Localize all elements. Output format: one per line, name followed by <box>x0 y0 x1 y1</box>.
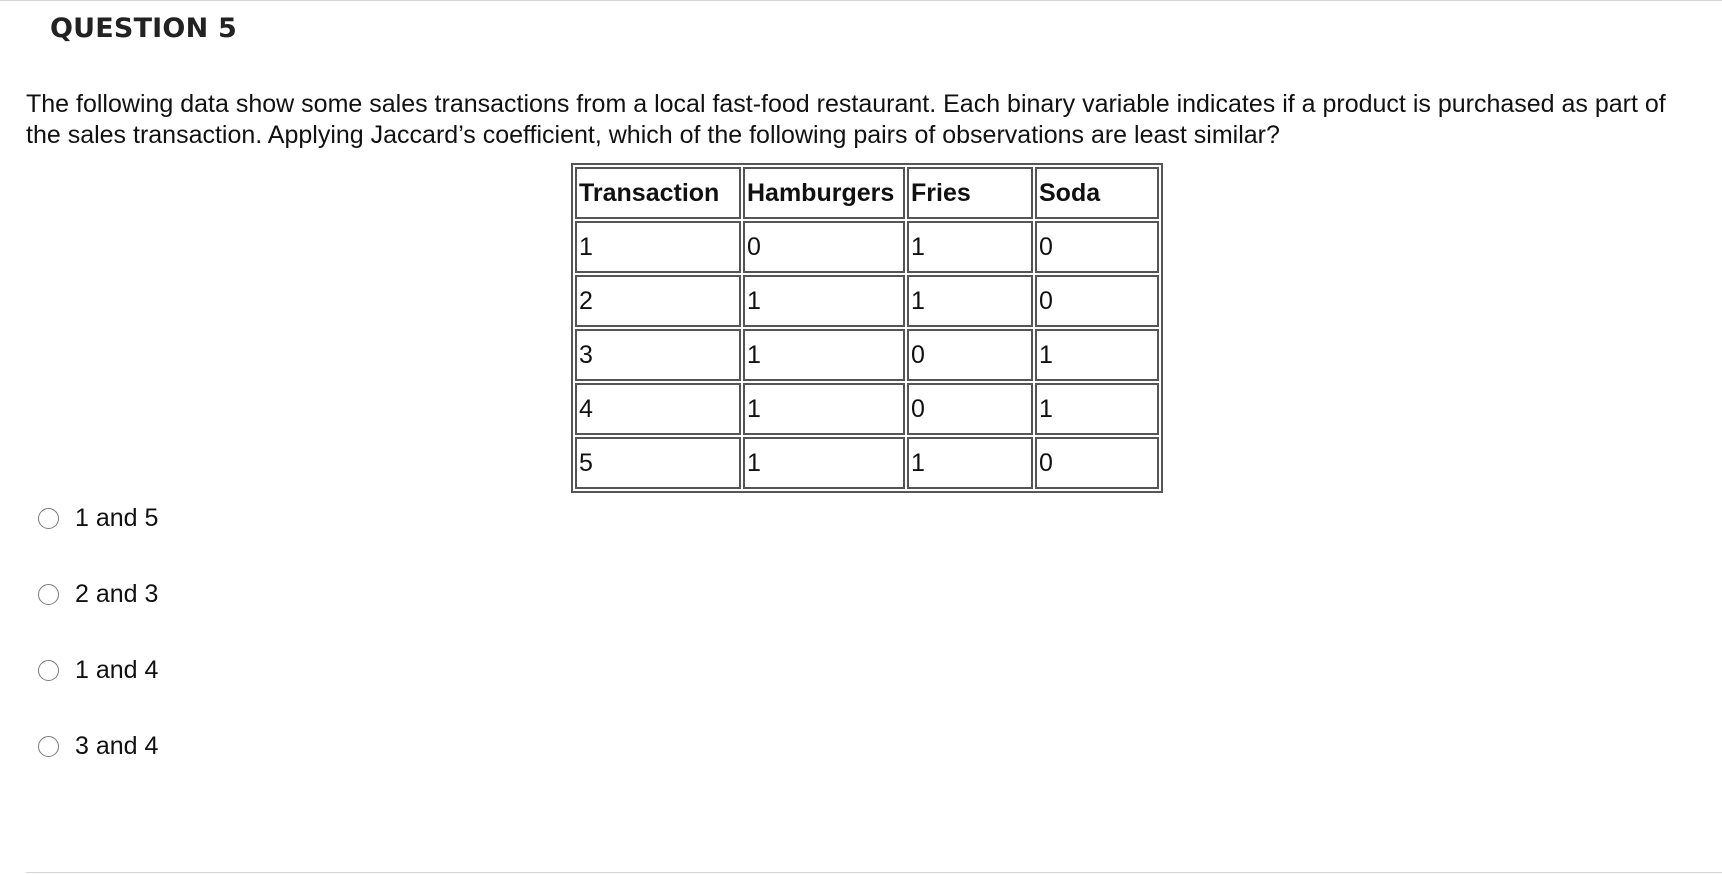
cell-transaction: 5 <box>575 437 741 489</box>
table-row <box>575 221 1159 273</box>
radio-button[interactable] <box>38 508 59 529</box>
table-row <box>575 437 1159 489</box>
option-label: 1 and 5 <box>75 503 159 532</box>
question-prompt: The following data show some sales transactions from a local fast-food restaurant. Each binary variable indicates if a product is purchased as part of the sales transaction. Applying Jaccard’s coefficient, which of the following pairs of observations are least similar? <box>26 90 1666 149</box>
cell-soda: 0 <box>1035 437 1159 489</box>
cell-soda: 0 <box>1035 221 1159 273</box>
option-2-and-3[interactable] <box>38 574 158 614</box>
top-divider <box>0 0 1722 1</box>
option-label: 1 and 4 <box>75 655 159 684</box>
table-header-row <box>575 167 1159 219</box>
cell-fries: 0 <box>907 383 1033 435</box>
cell-soda: 0 <box>1035 275 1159 327</box>
header-hamburgers: Hamburgers <box>743 167 905 219</box>
table-row <box>575 275 1159 327</box>
cell-hamburgers: 0 <box>743 221 905 273</box>
option-label: 3 and 4 <box>75 731 159 760</box>
cell-hamburgers: 1 <box>743 275 905 327</box>
option-1-and-4[interactable] <box>38 650 158 690</box>
table-row <box>575 383 1159 435</box>
cell-soda: 1 <box>1035 329 1159 381</box>
radio-button[interactable] <box>38 584 59 605</box>
header-fries: Fries <box>907 167 1033 219</box>
cell-hamburgers: 1 <box>743 329 905 381</box>
cell-soda: 1 <box>1035 383 1159 435</box>
radio-button[interactable] <box>38 736 59 757</box>
cell-transaction: 2 <box>575 275 741 327</box>
cell-transaction: 4 <box>575 383 741 435</box>
cell-fries: 1 <box>907 275 1033 327</box>
cell-fries: 0 <box>907 329 1033 381</box>
cell-transaction: 1 <box>575 221 741 273</box>
cell-fries: 1 <box>907 437 1033 489</box>
bottom-divider <box>26 872 1722 873</box>
option-label: 2 and 3 <box>75 579 159 608</box>
answer-options <box>38 498 158 802</box>
table-row <box>575 329 1159 381</box>
cell-hamburgers: 1 <box>743 383 905 435</box>
question-title: QUESTION 5 <box>50 13 237 44</box>
header-soda: Soda <box>1035 167 1159 219</box>
option-1-and-5[interactable] <box>38 498 158 538</box>
radio-button[interactable] <box>38 660 59 681</box>
cell-fries: 1 <box>907 221 1033 273</box>
transactions-table <box>571 163 1163 493</box>
option-3-and-4[interactable] <box>38 726 158 766</box>
header-transaction: Transaction <box>575 167 741 219</box>
cell-hamburgers: 1 <box>743 437 905 489</box>
cell-transaction: 3 <box>575 329 741 381</box>
